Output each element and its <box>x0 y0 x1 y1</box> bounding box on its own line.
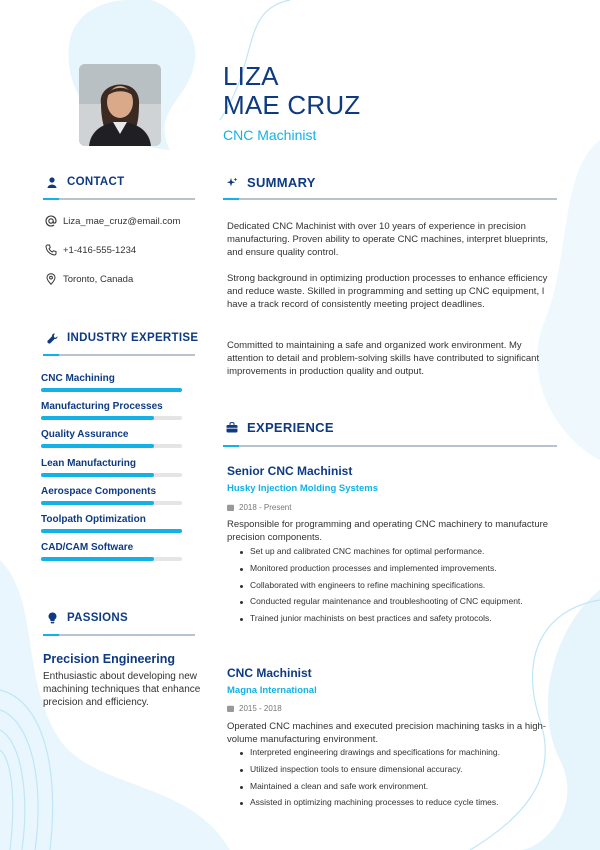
job-1-role: Senior CNC Machinist <box>227 464 353 478</box>
summary-divider <box>223 198 557 200</box>
email-text: Liza_mae_cruz@email.com <box>63 215 181 227</box>
skill-item <box>41 373 182 392</box>
skill-name: Lean Manufacturing <box>41 457 137 469</box>
skill-item <box>41 542 182 561</box>
experience-heading-label: EXPERIENCE <box>247 420 334 435</box>
job-2-role: CNC Machinist <box>227 666 312 680</box>
skill-level-fill <box>41 473 154 477</box>
job-2-bullet: Utilized inspection tools to ensure dimensional accuracy. <box>238 764 558 781</box>
contact-heading-label: CONTACT <box>67 176 125 188</box>
skill-level-fill <box>41 557 154 561</box>
skill-level-track <box>41 444 182 448</box>
summary-paragraph-2: Strong background in optimizing production processes to enhance efficiency and reduce waste. Skilled in programming and setting up CNC equipment, I have a track record of consistently meeting project deadlines. <box>227 273 548 310</box>
calendar-icon <box>227 705 234 712</box>
experience-heading <box>225 420 334 435</box>
passions-divider <box>43 634 195 636</box>
person-icon <box>45 175 59 189</box>
passion-description: Enthusiastic about developing new machining techniques that enhance precision and efficiency. <box>43 671 201 708</box>
skill-level-track <box>41 557 182 561</box>
job-1-description: Responsible for programming and operating CNC machinery to manufacture precision components. <box>227 519 549 543</box>
job-1-dates <box>227 503 291 512</box>
skill-item <box>41 486 182 505</box>
passions-heading-label: PASSIONS <box>67 612 128 624</box>
experience-divider <box>223 445 557 447</box>
skill-level-fill <box>41 388 182 392</box>
location-text: Toronto, Canada <box>63 273 134 285</box>
job-2-bullet: Interpreted engineering drawings and specifications for machining. <box>238 747 558 764</box>
skill-level-track <box>41 473 182 477</box>
job-1-bullet: Monitored production processes and implemented improvements. <box>238 563 558 580</box>
skill-level-track <box>41 529 182 533</box>
portrait-illustration <box>79 64 161 146</box>
skill-level-track <box>41 501 182 505</box>
job-2-bullet: Assisted in optimizing machining processes to reduce cycle times. <box>238 797 558 814</box>
skill-name: Toolpath Optimization <box>41 514 146 525</box>
summary-heading <box>225 175 316 190</box>
skill-item <box>41 429 182 448</box>
name-first-line: LIZA <box>223 61 279 91</box>
contact-divider <box>43 198 195 200</box>
skill-name: CAD/CAM Software <box>41 542 134 554</box>
job-1-bullets <box>238 546 558 630</box>
summary-paragraph-3: Committed to maintaining a safe and organized work environment. My attention to detail and problem-solving skills have contributed to significant improvements in production quality and output. <box>227 340 540 377</box>
job-2-company: Magna International <box>227 685 317 696</box>
job-2-description: Operated CNC machines and executed precision machining tasks in a high-volume manufacturing environment. <box>227 721 546 745</box>
at-icon <box>45 215 57 227</box>
summary-paragraph-1: Dedicated CNC Machinist with over 10 years of experience in precision manufacturing. Proven ability to operate CNC machines, interpret blueprints, and ensure quality control. <box>227 221 549 258</box>
skill-name: Manufacturing Processes <box>41 401 163 413</box>
job-2-dates-text: 2015 - 2018 <box>239 704 282 713</box>
location-pin-icon <box>45 273 57 285</box>
contact-heading <box>45 175 124 189</box>
skill-item <box>41 401 182 420</box>
job-title: CNC Machinist <box>223 127 317 143</box>
skill-name: Quality Assurance <box>41 429 129 441</box>
wrench-icon <box>45 331 59 345</box>
skill-name: CNC Machining <box>41 373 115 384</box>
passions-heading <box>45 611 128 625</box>
name-second-line: MAE CRUZ <box>223 90 361 120</box>
skill-level-track <box>41 416 182 420</box>
job-1-bullet: Set up and calibrated CNC machines for optimal performance. <box>238 546 558 563</box>
contact-phone[interactable] <box>45 244 136 256</box>
contact-email[interactable] <box>45 215 180 227</box>
phone-icon <box>45 244 57 256</box>
skill-item <box>41 458 182 477</box>
passion-title: Precision Engineering <box>43 652 175 666</box>
profile-photo <box>79 64 161 146</box>
skill-name: Aerospace Components <box>41 485 157 497</box>
job-1-bullet: Conducted regular maintenance and troubleshooting of CNC equipment. <box>238 596 558 613</box>
candidate-name <box>223 62 360 120</box>
expertise-heading <box>45 331 198 345</box>
job-1-company: Husky Injection Molding Systems <box>227 483 378 494</box>
job-1-bullet: Collaborated with engineers to refine machining specifications. <box>238 580 558 597</box>
skill-item <box>41 514 182 533</box>
briefcase-icon <box>225 421 239 435</box>
phone-text: +1-416-555-1234 <box>63 244 137 256</box>
lightbulb-icon <box>45 611 59 625</box>
job-2-bullets <box>238 747 558 814</box>
skill-level-fill <box>41 501 154 505</box>
skill-level-fill <box>41 529 182 533</box>
job-2-dates <box>227 704 282 713</box>
skill-level-track <box>41 388 182 392</box>
skill-level-fill <box>41 444 154 448</box>
job-2-bullet: Maintained a clean and safe work environment. <box>238 781 558 798</box>
expertise-divider <box>43 354 195 356</box>
expertise-heading-label: INDUSTRY EXPERTISE <box>67 332 199 344</box>
summary-heading-label: SUMMARY <box>247 175 316 190</box>
job-1-bullet: Trained junior machinists on best practices and safety protocols. <box>238 613 558 630</box>
calendar-icon <box>227 504 234 511</box>
job-1-dates-text: 2018 - Present <box>239 503 292 512</box>
skill-level-fill <box>41 416 154 420</box>
sparkle-icon <box>225 176 239 190</box>
contact-location <box>45 273 133 285</box>
